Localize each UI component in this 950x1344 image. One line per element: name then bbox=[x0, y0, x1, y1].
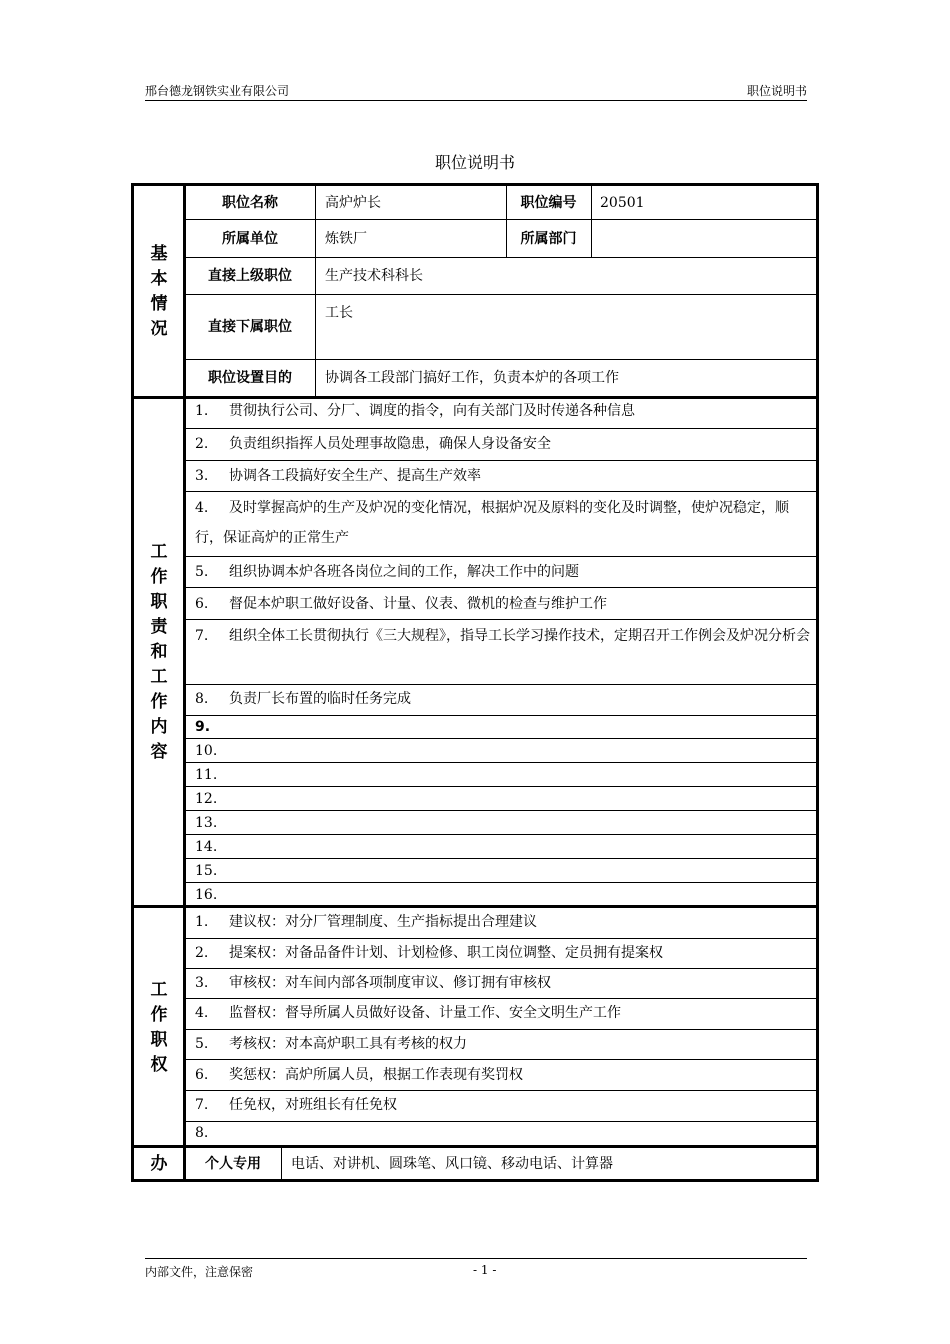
authority-item: 5. 考核权：对本高炉职工具有考核的权力 bbox=[195, 1036, 467, 1052]
duty-item: 3. 协调各工段搞好安全生产、提高生产效率 bbox=[195, 468, 481, 484]
duty-item: 16. bbox=[195, 887, 218, 903]
duty-item: 5. 组织协调本炉各班各岗位之间的工作，解决工作中的问题 bbox=[195, 564, 579, 580]
value-unit: 炼铁厂 bbox=[325, 231, 367, 247]
duty-item: 12. bbox=[195, 791, 218, 807]
duty-item: 7. 组织全体工长贯彻执行《三大规程》，指导工长学习操作技术，定期召开工作例会及炉况分析会 bbox=[195, 628, 810, 644]
authority-item: 1. 建议权：对分厂管理制度、生产指标提出合理建议 bbox=[195, 914, 537, 930]
duty-item: 10. bbox=[195, 743, 218, 759]
duty-item: 8. 负责厂长布置的临时任务完成 bbox=[195, 691, 411, 707]
value-position-code: 20501 bbox=[600, 195, 645, 211]
label-unit: 所属单位 bbox=[222, 231, 278, 247]
section-divider-authority bbox=[131, 1145, 819, 1148]
label-position-code: 职位编号 bbox=[520, 195, 577, 211]
value-purpose: 协调各工段部门搞好工作，负责本炉的各项工作 bbox=[325, 370, 619, 386]
value-subordinate: 工长 bbox=[325, 305, 353, 321]
duty-item: 6. 督促本炉职工做好设备、计量、仪表、微机的检查与维护工作 bbox=[195, 596, 607, 612]
confidential-note: 内部文件，注意保密 bbox=[145, 1265, 254, 1279]
value-position-name: 高炉炉长 bbox=[325, 195, 381, 211]
authority-item: 2. 提案权：对备品备件计划、计划检修、职工岗位调整、定员拥有提案权 bbox=[195, 945, 663, 961]
page-title: 职位说明书 bbox=[434, 153, 515, 172]
page-number: - 1 - bbox=[473, 1263, 497, 1277]
duty-item: 14. bbox=[195, 839, 218, 855]
value-personal-use: 电话、对讲机、圆珠笔、风口镜、移动电话、计算器 bbox=[291, 1156, 613, 1172]
duty-item: 15. bbox=[195, 863, 218, 879]
section-label-authority: 工作职权 bbox=[150, 980, 168, 1075]
duty-item: 2. 负责组织指挥人员处理事故隐患，确保人身设备安全 bbox=[195, 436, 551, 452]
doc-type: 职位说明书 bbox=[746, 84, 807, 98]
label-personal-use: 个人专用 bbox=[205, 1156, 261, 1172]
section-label-duties: 工作职责和工作内容 bbox=[150, 542, 168, 762]
label-dept: 所属部门 bbox=[520, 231, 577, 247]
section-label-basic: 基本情况 bbox=[150, 244, 168, 339]
authority-item: 8. bbox=[195, 1125, 209, 1141]
duty-item: 13. bbox=[195, 815, 218, 831]
page-footer bbox=[145, 1258, 807, 1279]
label-superior: 直接上级职位 bbox=[208, 268, 292, 284]
company-name: 邢台德龙钢铁实业有限公司 bbox=[145, 84, 290, 98]
label-subordinate: 直接下属职位 bbox=[208, 319, 292, 335]
authority-item: 7. 任免权，对班组长有任免权 bbox=[195, 1097, 397, 1113]
authority-item: 6. 奖惩权：高炉所属人员，根据工作表现有奖罚权 bbox=[195, 1067, 523, 1083]
section-label-office: 办 bbox=[150, 1154, 168, 1174]
duty-item: 1. 贯彻执行公司、分厂、调度的指令，向有关部门及时传递各种信息 bbox=[195, 403, 635, 419]
duty-item: 4. 及时掌握高炉的生产及炉况的变化情况，根据炉况及原料的变化及时调整，使炉况稳定，顺行，保证高炉的正常生产 bbox=[195, 500, 789, 546]
label-purpose: 职位设置目的 bbox=[208, 370, 292, 386]
value-superior: 生产技术科科长 bbox=[325, 268, 423, 284]
authority-item: 4. 监督权：督导所属人员做好设备、计量工作、安全文明生产工作 bbox=[195, 1005, 621, 1021]
duty-item: 9. bbox=[195, 719, 211, 735]
duty-item: 11. bbox=[195, 767, 218, 783]
section-divider-duties bbox=[131, 905, 819, 908]
page-header bbox=[145, 82, 807, 101]
label-position-name: 职位名称 bbox=[222, 195, 278, 211]
authority-item: 3. 审核权：对车间内部各项制度审议、修订拥有审核权 bbox=[195, 975, 551, 991]
section-divider-basic bbox=[131, 396, 819, 399]
